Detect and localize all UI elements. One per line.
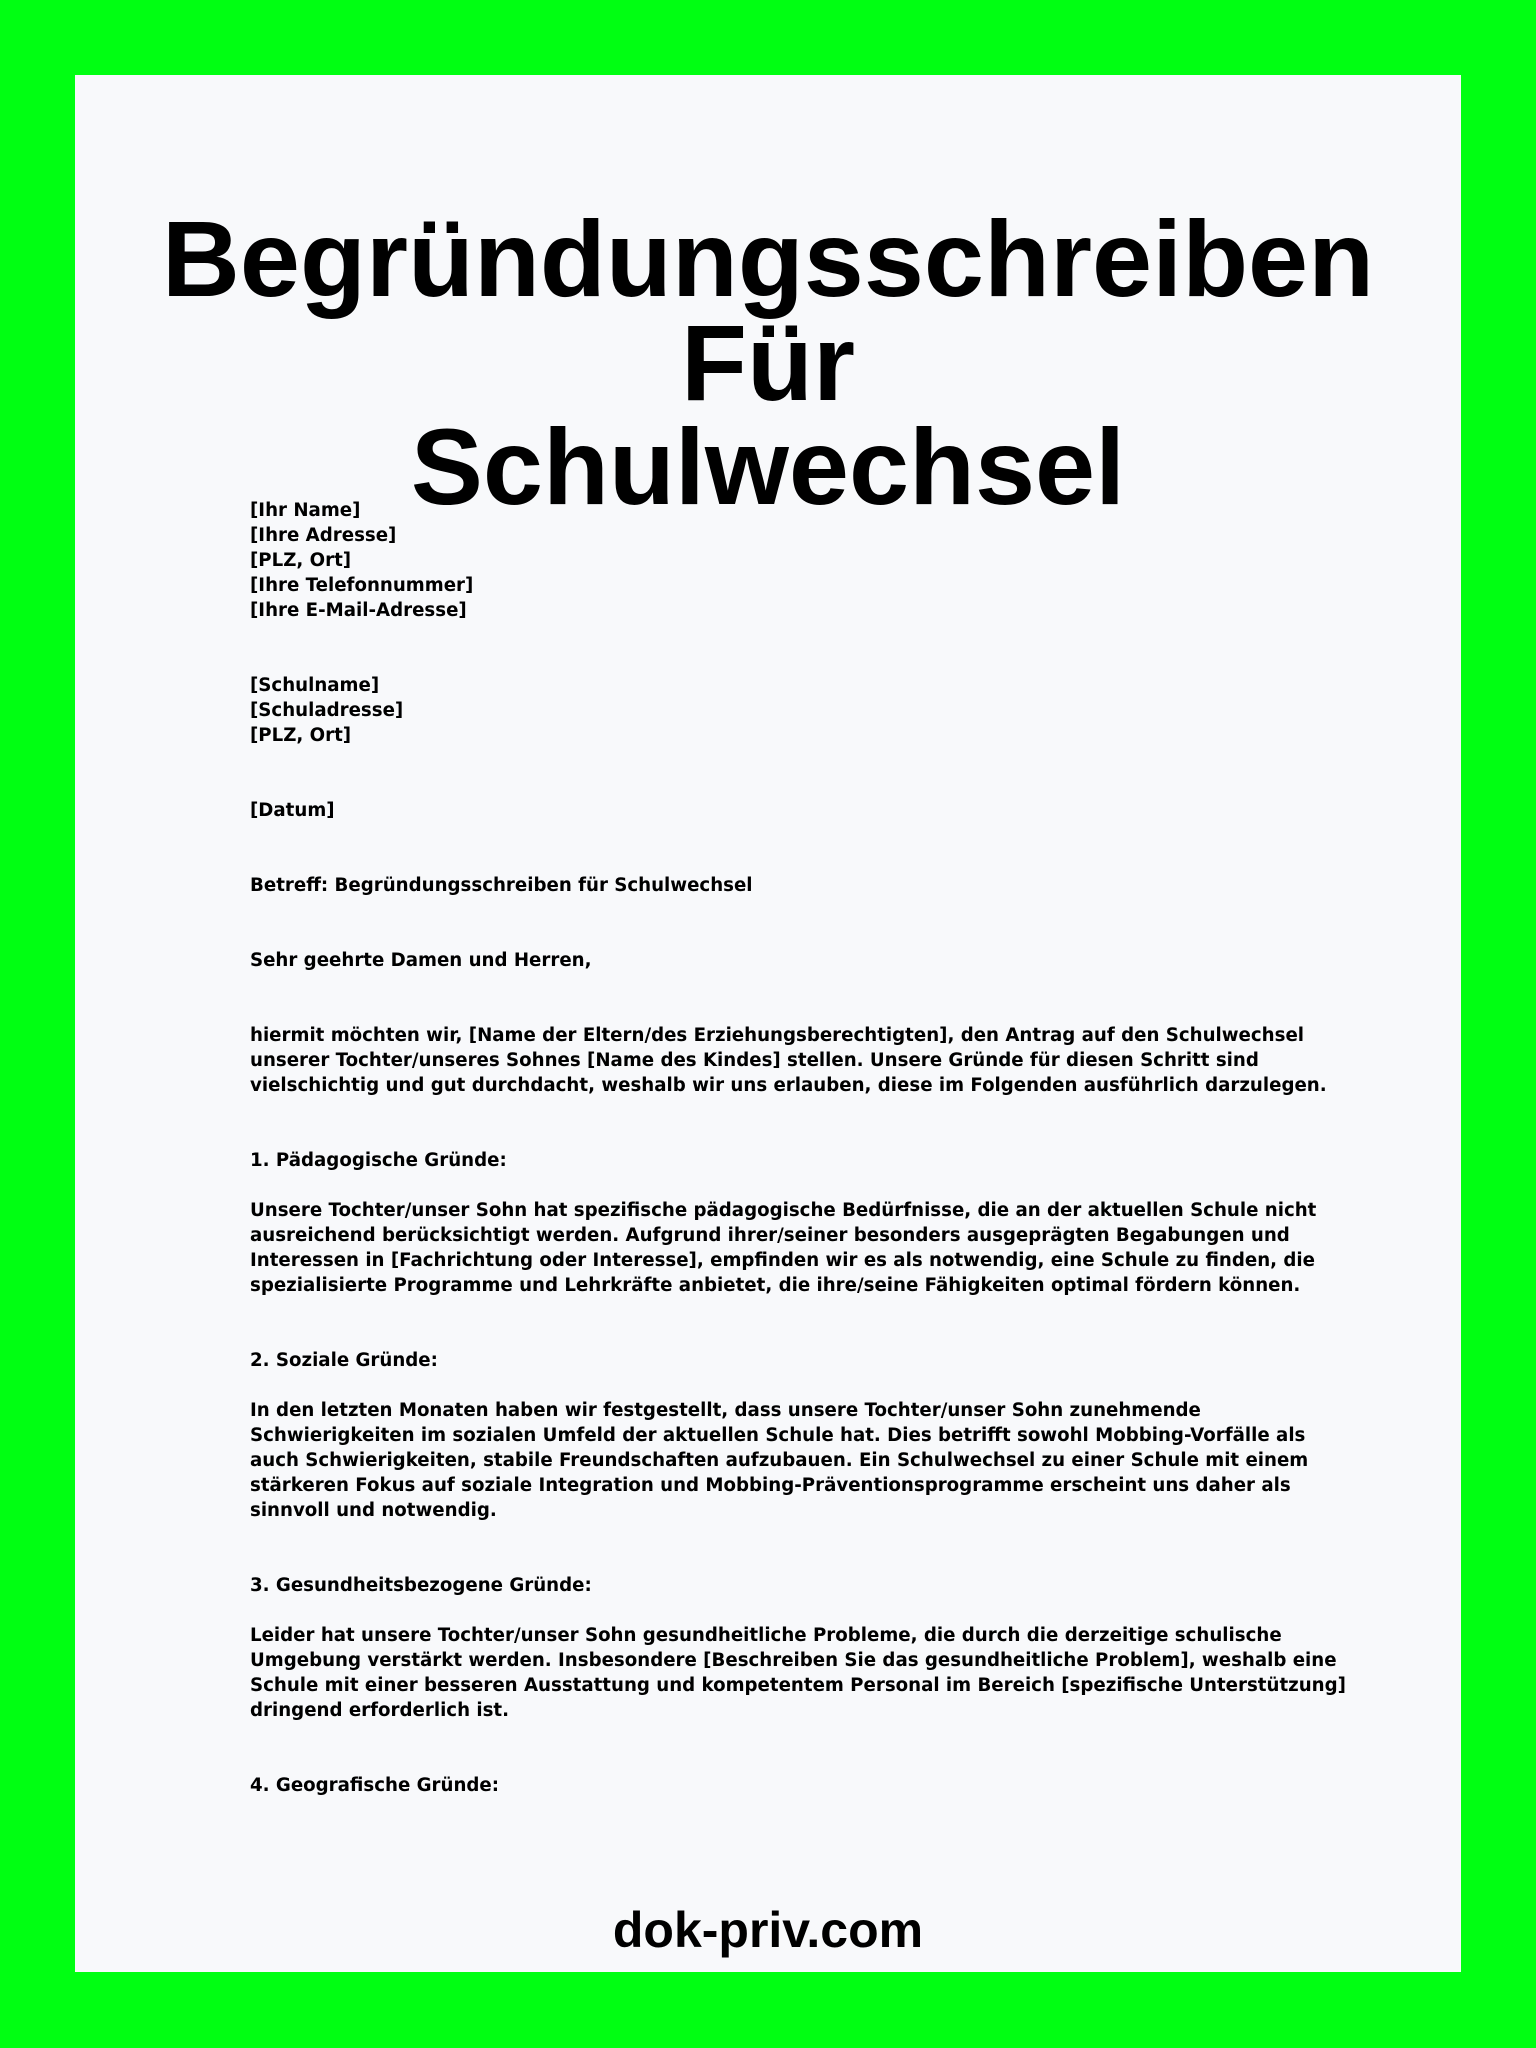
title-line: Schulwechsel bbox=[410, 406, 1126, 527]
sender-address bbox=[250, 498, 1310, 623]
school-postcode-city: [PLZ, Ort] bbox=[250, 725, 352, 746]
paragraph-line: stärkeren Fokus auf soziale Integration und Mobbing-Präventionsprogramme erscheint uns daher als bbox=[250, 1475, 1291, 1496]
paragraph-line: auch Schwierigkeiten, stabile Freundschaften aufzubauen. Ein Schulwechsel zu einer Schule mit einem bbox=[250, 1450, 1309, 1471]
paragraph-line: dringend erforderlich ist. bbox=[250, 1700, 510, 1721]
page-title bbox=[75, 198, 1461, 527]
section-heading: 1. Pädagogische Gründe: bbox=[250, 1150, 507, 1171]
paragraph-line: In den letzten Monaten haben wir festgestellt, dass unsere Tochter/unser Sohn zunehmende bbox=[250, 1400, 1201, 1421]
letter-body bbox=[250, 498, 1346, 1798]
school-name: [Schulname] bbox=[250, 675, 380, 696]
intro-paragraph bbox=[250, 1023, 1327, 1098]
paragraph-line: Leider hat unsere Tochter/unser Sohn gesundheitliche Probleme, die durch die derzeitige schulische bbox=[250, 1625, 1282, 1646]
section-health bbox=[250, 1573, 1346, 1723]
paragraph-line: hiermit möchten wir, [Name der Eltern/des Erziehungsberechtigten], den Antrag auf den Schulwechsel bbox=[250, 1025, 1305, 1046]
section-heading: 4. Geografische Gründe: bbox=[250, 1775, 500, 1796]
sender-email: [Ihre E-Mail-Adresse] bbox=[250, 600, 467, 621]
school-address: [Schuladresse] bbox=[250, 700, 404, 721]
section-geographic bbox=[250, 1773, 1310, 1798]
paragraph-line: Schule mit einer besseren Ausstattung und kompetentem Personal im Bereich [spezifische Unterstützung] bbox=[250, 1675, 1346, 1696]
sender-phone: [Ihre Telefonnummer] bbox=[250, 575, 474, 596]
recipient-address bbox=[250, 673, 1310, 748]
paragraph-line: Interessen in [Fachrichtung oder Interesse], empfinden wir es als notwendig, eine Schule zu finden, die bbox=[250, 1250, 1315, 1271]
footer-site-link[interactable]: dok-priv.com bbox=[612, 1902, 924, 1958]
title-line: Begründungsschreiben Für bbox=[161, 198, 1375, 423]
sender-name: [Ihr Name] bbox=[250, 500, 361, 521]
subject-line: Betreff: Begründungsschreiben für Schulwechsel bbox=[250, 875, 753, 896]
paragraph-line: Unsere Tochter/unser Sohn hat spezifische pädagogische Bedürfnisse, die an der aktuellen Schule nicht bbox=[250, 1200, 1317, 1221]
section-heading: 2. Soziale Gründe: bbox=[250, 1350, 438, 1371]
sender-address-line: [Ihre Adresse] bbox=[250, 525, 397, 546]
paragraph-line: Umgebung verstärkt werden. Insbesondere [Beschreiben Sie das gesundheitliche Problem], weshalb eine bbox=[250, 1650, 1337, 1671]
document-page bbox=[75, 75, 1461, 1972]
paragraph-line: unserer Tochter/unseres Sohnes [Name des Kindes] stellen. Unsere Gründe für diesen Schritt sind bbox=[250, 1050, 1259, 1071]
section-pedagogical bbox=[250, 1148, 1317, 1298]
paragraph-line: Schwierigkeiten im sozialen Umfeld der aktuellen Schule hat. Dies betrifft sowohl Mobbing-Vorfälle als bbox=[250, 1425, 1306, 1446]
paragraph-line: sinnvoll und notwendig. bbox=[250, 1500, 497, 1521]
paragraph-line: spezialisierte Programme und Lehrkräfte anbietet, die ihre/seine Fähigkeiten optimal fördern können. bbox=[250, 1275, 1301, 1296]
section-social bbox=[250, 1348, 1310, 1523]
letter-date: [Datum] bbox=[250, 800, 335, 821]
salutation: Sehr geehrte Damen und Herren, bbox=[250, 950, 592, 971]
section-heading: 3. Gesundheitsbezogene Gründe: bbox=[250, 1575, 592, 1596]
paragraph-line: ausreichend berücksichtigt werden. Aufgrund ihrer/seiner besonders ausgeprägten Begabungen und bbox=[250, 1225, 1290, 1246]
paragraph-line: vielschichtig und gut durchdacht, weshalb wir uns erlauben, diese im Folgenden ausführlich darzulegen. bbox=[250, 1075, 1327, 1096]
sender-postcode-city: [PLZ, Ort] bbox=[250, 550, 352, 571]
